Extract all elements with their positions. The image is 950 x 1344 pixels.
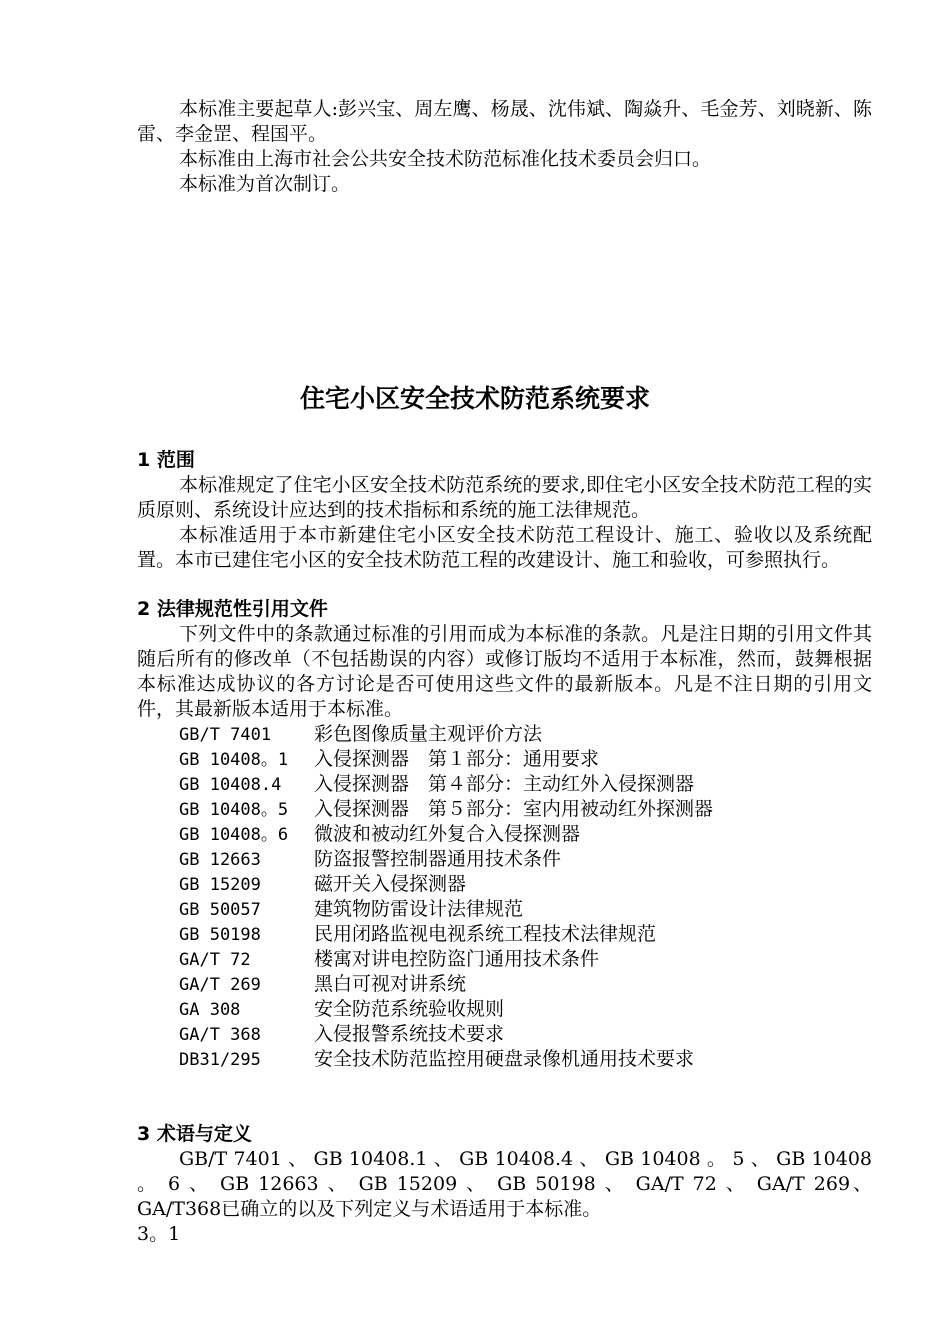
reference-item	[179, 1022, 879, 1047]
reference-item	[179, 797, 879, 822]
reference-code: GA/T 368	[179, 1025, 261, 1045]
references-intro-paragraph: 下列文件中的条款通过标准的引用而成为本标准的条款。凡是注日期的引用文件其随后所有的修改单（不包括勘误的内容）或修订版均不适用于本标准，然而，鼓舞根据本标准达成协议的各方讨论是否可使用这些文件的最新版本。凡是不注日期的引用文件，其最新版本适用于本标准。	[137, 623, 872, 720]
reference-code: DB31/295	[179, 1050, 261, 1070]
reference-title: 入侵探测器 第５部分：室内用被动红外探测器	[314, 798, 714, 820]
reference-title: 微波和被动红外复合入侵探测器	[314, 823, 581, 845]
reference-item	[179, 972, 879, 997]
reference-title: 入侵探测器 第４部分：主动红外入侵探测器	[314, 773, 695, 795]
section-2-heading: 2 法律规范性引用文件	[137, 598, 328, 620]
reference-item	[179, 772, 879, 797]
reference-title: 安全技术防范监控用硬盘录像机通用技术要求	[314, 1048, 695, 1070]
drafters-paragraph: 本标准主要起草人:彭兴宝、周左鹰、杨晟、沈伟斌、陶焱升、毛金芳、刘晓新、陈雷、李金罡、程国平。	[137, 98, 872, 145]
reference-code: GB 50198	[179, 925, 261, 945]
reference-title: 磁开关入侵探测器	[314, 873, 467, 895]
reference-title: 楼寓对讲电控防盗门通用技术条件	[314, 948, 600, 970]
reference-code: GA 308	[179, 1000, 241, 1020]
reference-item	[179, 922, 879, 947]
scope-paragraph-2: 本标准适用于本市新建住宅小区安全技术防范工程设计、施工、验收以及系统配置。本市已建住宅小区的安全技术防范工程的改建设计、施工和验收，可参照执行。	[137, 524, 872, 571]
section-1-heading: 1 范围	[137, 449, 195, 471]
reference-item	[179, 897, 879, 922]
reference-code: GA/T 269	[179, 975, 261, 995]
reference-item	[179, 722, 879, 747]
reference-item	[179, 872, 879, 897]
reference-code: GB/T 7401	[179, 725, 272, 745]
reference-item	[179, 822, 879, 847]
reference-item	[179, 747, 879, 772]
reference-item	[179, 947, 879, 972]
reference-code: GB 15209	[179, 875, 261, 895]
section-3-heading: 3 术语与定义	[137, 1123, 252, 1145]
first-edition-paragraph: 本标准为首次制订。	[179, 173, 351, 195]
reference-title: 民用闭路监视电视系统工程技术法律规范	[314, 923, 657, 945]
reference-title: 彩色图像质量主观评价方法	[314, 723, 543, 745]
reference-code: GB 12663	[179, 850, 261, 870]
reference-item	[179, 847, 879, 872]
document-title: 住宅小区安全技术防范系统要求	[299, 384, 650, 413]
scope-paragraph-1: 本标准规定了住宅小区安全技术防范系统的要求,即住宅小区安全技术防范工程的实质原则、系统设计应达到的技术指标和系统的施工法律规范。	[137, 474, 872, 521]
reference-title: 安全防范系统验收规则	[314, 998, 505, 1020]
managed-by-paragraph: 本标准由上海市社会公共安全技术防范标准化技术委员会归口。	[179, 148, 712, 170]
normative-references-list	[179, 722, 879, 1072]
subsection-number: 3。1	[137, 1223, 181, 1245]
reference-item	[179, 997, 879, 1022]
reference-item	[179, 1047, 879, 1072]
reference-code: GB 10408。5	[179, 800, 289, 820]
reference-title: 黑白可视对讲系统	[314, 973, 467, 995]
reference-code: GB 50057	[179, 900, 261, 920]
reference-title: 建筑物防雷设计法律规范	[314, 898, 524, 920]
reference-title: 防盗报警控制器通用技术条件	[314, 848, 562, 870]
reference-title: 入侵报警系统技术要求	[314, 1023, 505, 1045]
reference-code: GB 10408。6	[179, 825, 289, 845]
reference-code: GB 10408。1	[179, 750, 289, 770]
reference-code: GB 10408.4	[179, 775, 282, 795]
terms-paragraph: GB/T 7401 、 GB 10408.1 、 GB 10408.4 、 GB 10408 。 5 、 GB 10408 。 6 、 GB 12663 、 GB 15209 、 GB 50198 、 GA/T 72 、 GA/T 269、GA/T368已确立的以及下列定义与术语适用于本标准。	[137, 1148, 872, 1220]
reference-title: 入侵探测器 第１部分：通用要求	[314, 748, 600, 770]
reference-code: GA/T 72	[179, 950, 251, 970]
